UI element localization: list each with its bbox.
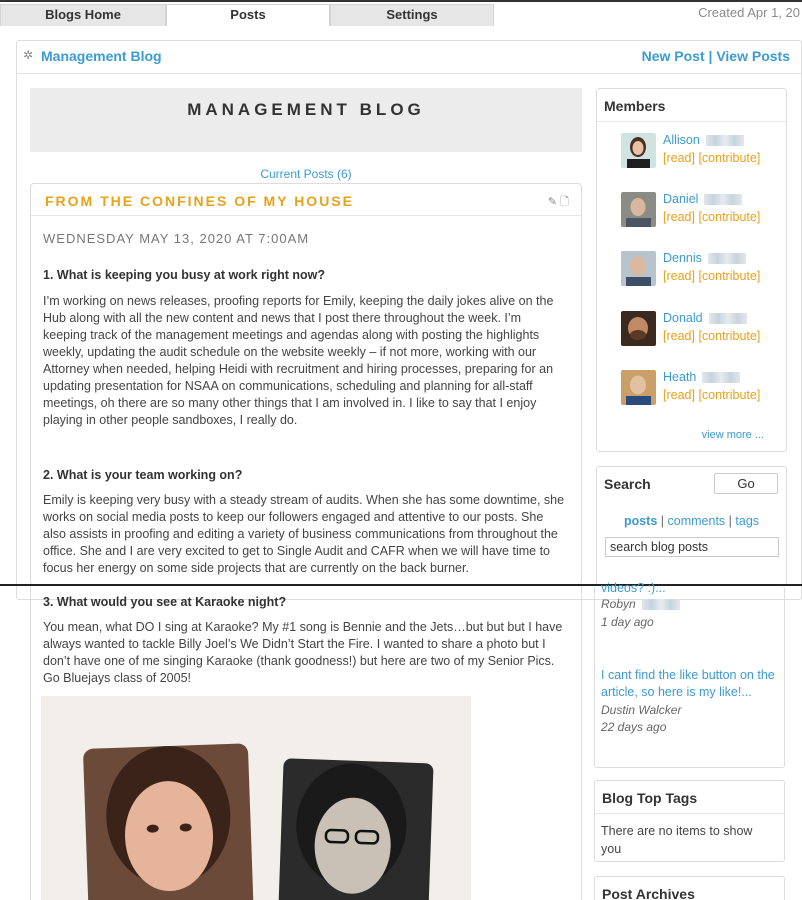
comment-text-link[interactable]: videos? :)...: [601, 581, 666, 595]
contribute-link[interactable]: [contribute]: [698, 151, 761, 165]
post-actions: [548, 193, 569, 212]
top-tab-bar: [0, 0, 802, 26]
recent-comments-panel: [594, 581, 785, 768]
search-scope-links: [597, 514, 786, 528]
divider: [597, 121, 786, 122]
question-2: 2. What is your team working on?: [43, 468, 243, 482]
new-post-link[interactable]: New Post: [641, 48, 705, 64]
contribute-link[interactable]: [contribute]: [698, 388, 761, 402]
post-card: [30, 183, 582, 585]
comment-author: Dustin Walcker: [601, 703, 682, 717]
member-heath: [621, 370, 781, 410]
question-3: 3. What would you see at Karaoke night?: [43, 595, 287, 609]
header-links: [642, 48, 790, 64]
member-dennis: [621, 251, 781, 291]
created-date: Created Apr 1, 20: [698, 5, 800, 20]
members-panel: [596, 88, 787, 452]
blurred-surname: [642, 599, 680, 610]
blurred-surname: [704, 194, 742, 205]
blog-top-tags-panel: [594, 780, 785, 862]
answer-2: Emily is keeping very busy with a steady stream of audits. When she has some downtime, she works on social media posts to keep our followers engaged and attentive to our posts. She also assists in proofing and editing a variety of business communications from throughout the office. She and I are very excited to get to Single Audit and CAFR when we will have time to focus her energy on some side projects that are currently on the back burner.: [43, 493, 565, 575]
header-separator: |: [708, 48, 713, 64]
member-allison: [621, 133, 781, 173]
member-links: [663, 329, 760, 343]
banner-title: MANAGEMENT BLOG: [187, 100, 425, 119]
read-link[interactable]: [read]: [663, 329, 695, 343]
comment-time: 22 days ago: [601, 720, 667, 734]
tab-blogs-home[interactable]: Blogs Home: [0, 4, 166, 26]
search-input[interactable]: [605, 537, 779, 557]
delete-icon[interactable]: 🗋: [560, 196, 569, 208]
blog-header: [16, 40, 802, 74]
comment-time: 1 day ago: [601, 615, 654, 629]
member-links: [663, 269, 760, 283]
avatar[interactable]: [621, 311, 656, 346]
member-name[interactable]: Heath: [663, 370, 740, 384]
archives-title: Post Archives: [602, 886, 695, 900]
member-name[interactable]: Daniel: [663, 192, 742, 206]
tab-settings[interactable]: Settings: [330, 4, 494, 26]
read-link[interactable]: [read]: [663, 269, 695, 283]
blurred-surname: [702, 372, 740, 383]
comment-text-link[interactable]: I cant find the like button on the article, so here is my like!...: [601, 668, 775, 699]
senior-photos-image: [41, 696, 471, 900]
scope-separator: |: [660, 514, 665, 528]
member-links: [663, 388, 760, 402]
contribute-link[interactable]: [contribute]: [698, 269, 761, 283]
comment-author: Robyn: [601, 597, 680, 611]
divider: [595, 813, 784, 814]
member-daniel: [621, 192, 781, 232]
member-links: [663, 210, 760, 224]
blurred-surname: [708, 253, 746, 264]
answer-3: You mean, what DO I sing at Karaoke? My #1 song is Bennie and the Jets…but but but I have always wanted to tackle Billy Joel’s We Didn’t Start the Fire. I wanted to share a photo but I don’t have one of me singing Karaoke (thank goodness!) but here are two of my Senior Pics. Go Bluejays class of 2005!: [43, 620, 563, 685]
search-panel: [596, 466, 787, 586]
read-link[interactable]: [read]: [663, 210, 695, 224]
read-link[interactable]: [read]: [663, 151, 695, 165]
view-posts-link[interactable]: View Posts: [716, 48, 790, 64]
gear-icon[interactable]: ✲: [23, 48, 34, 62]
blog-name-link[interactable]: Management Blog: [41, 48, 162, 64]
avatar[interactable]: [621, 370, 656, 405]
post-archives-panel: [594, 876, 785, 900]
scope-posts-link[interactable]: posts: [623, 514, 658, 528]
go-button[interactable]: Go: [714, 473, 778, 494]
avatar[interactable]: [621, 251, 656, 286]
tab-posts[interactable]: Posts: [166, 4, 330, 26]
post-title[interactable]: FROM THE CONFINES OF MY HOUSE: [45, 193, 354, 209]
post-date: WEDNESDAY MAY 13, 2020 AT 7:00AM: [43, 231, 310, 246]
post-card-continued: [30, 586, 582, 900]
current-posts-link[interactable]: Current Posts (6): [260, 167, 352, 181]
tags-title: Blog Top Tags: [602, 790, 698, 806]
member-donald: [621, 311, 781, 351]
scope-comments-link[interactable]: comments: [667, 514, 726, 528]
answer-1: I’m working on news releases, proofing reports for Emily, keeping the daily jokes alive on the Hub along with all the new content and news that I post there throughout the week. I’m keeping track of the management meetings and agendas along with posting the highlights weekly, updating the audit schedule on the website weekly – if not more, working with our Attorney when needed, helping Heidi with recruitment and hiring processes, preparing for an updating presentation for NSAA on communications, scheduling and planning for all-staff meetings, oh there are so many other things that I am involved in. I like to say that I enjoy playing in other people sandboxes, I really do.: [43, 294, 554, 427]
scope-tags-link[interactable]: tags: [735, 514, 760, 528]
blog-banner: [30, 88, 582, 152]
divider: [31, 215, 581, 216]
avatar[interactable]: [621, 192, 656, 227]
member-links: [663, 151, 760, 165]
member-name[interactable]: Allison: [663, 133, 744, 147]
question-1: 1. What is keeping you busy at work right now?: [43, 268, 325, 282]
view-more-link[interactable]: view more ...: [701, 429, 764, 441]
edit-icon[interactable]: ✎: [547, 196, 558, 208]
scope-separator: |: [728, 514, 732, 528]
member-name[interactable]: Donald: [663, 311, 747, 325]
avatar[interactable]: [621, 133, 656, 168]
member-name[interactable]: Dennis: [663, 251, 746, 265]
contribute-link[interactable]: [contribute]: [698, 329, 761, 343]
blurred-surname: [709, 313, 747, 324]
members-title: Members: [604, 98, 666, 114]
search-title: Search: [604, 476, 651, 492]
blurred-surname: [706, 135, 744, 146]
read-link[interactable]: [read]: [663, 388, 695, 402]
contribute-link[interactable]: [contribute]: [698, 210, 761, 224]
tags-empty-message: There are no items to show you: [601, 824, 753, 856]
